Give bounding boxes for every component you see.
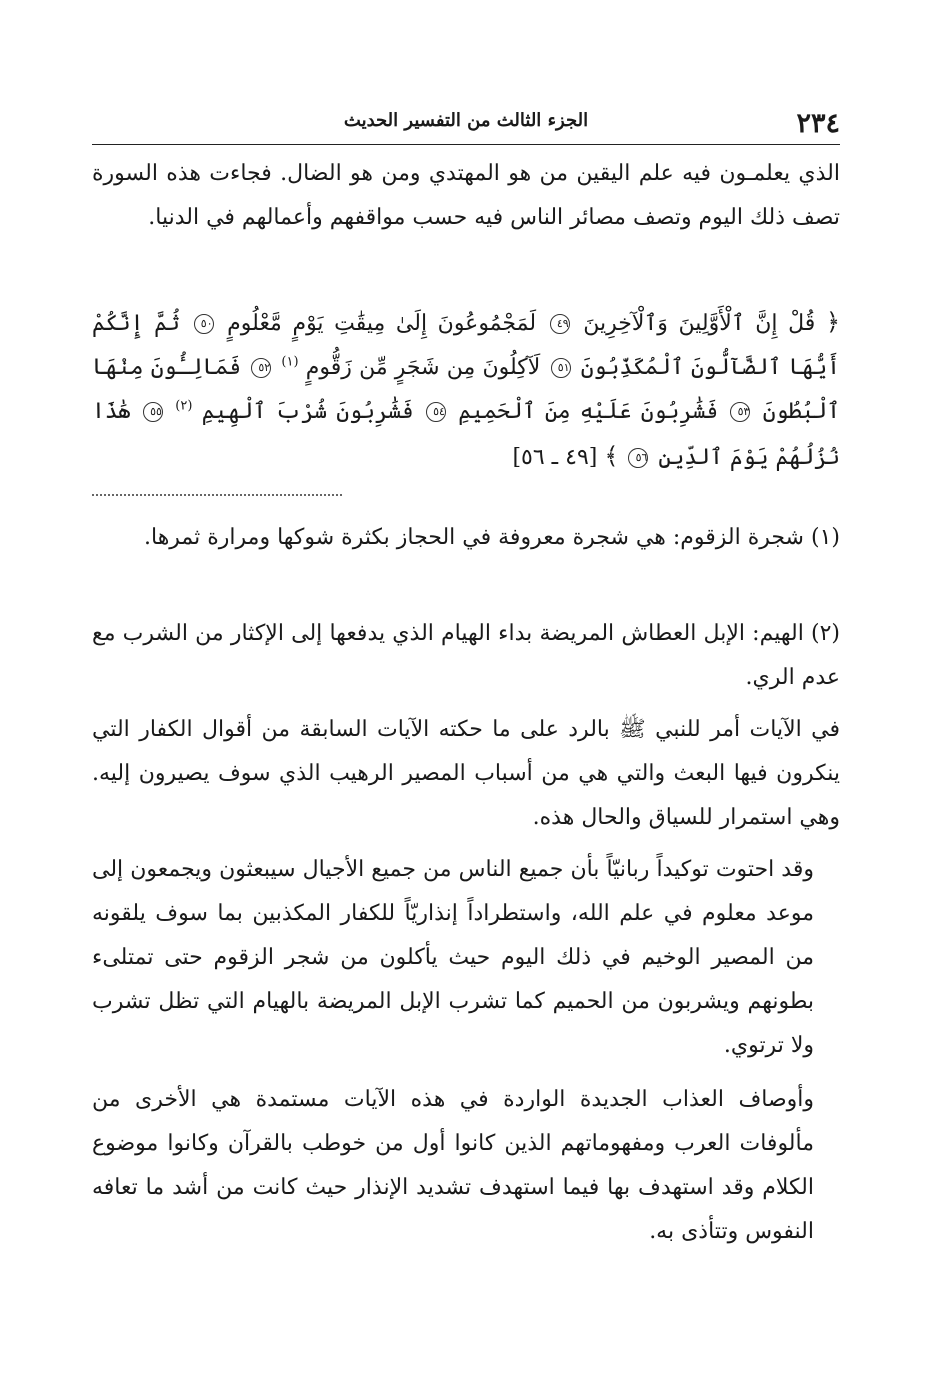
intro-paragraph: الذي يعلمـون فيه علم اليقين من هو المهتدي ومن هو الضال. فجاءت هذه السورة تصف ذلك اليوم وتصف مصائر الناس فيه حسب مواقفهم وأعمالهم في الدنيا. — [92, 161, 840, 230]
footnote: (٢) الهيم: الإبل العطاش المريضة بداء الهيام الذي يدفعها إلى الإكثار من الشرب مع عدم الري. — [92, 621, 840, 690]
quran-close-bracket: ﴾ — [604, 442, 619, 470]
body-paragraph: وقد احتوت توكيداً ربانيّاً بأن جميع الناس من جميع الأجيال سيبعثون ويجمعون إلى موعد معلوم في علم الله، واستطراداً إنذاريّاً للكفار المكذبين بما سوف يلقونه من المصير الوخيم في ذلك اليوم حيث يأكلون من شجر الزقوم حتى تمتلىء بطونهم ويشربون من الحميم كما تشرب الإبل المريضة بالهيام التي تظل تشرب ولا ترتوي. — [92, 857, 814, 1058]
footnote: (١) شجرة الزقوم: هي شجرة معروفة في الحجاز بكثرة شوكها ومرارة ثمرها. — [144, 525, 840, 550]
verse-text: هَٰذَا نُزُلُهُمْ يَوْمَ ٱلدِّينِ — [92, 399, 840, 470]
running-title: الجزء الثالث من التفسير الحديث — [343, 110, 589, 131]
verse-text: لَمَجْمُوعُونَ إِلَىٰ مِيقَٰتِ يَوْمٍ مَّعْلُومٍ — [227, 311, 537, 336]
verse-number-marker: ٥٣ — [730, 402, 750, 422]
verse-number-marker: ٥٠ — [194, 314, 214, 334]
verse-text: قُلْ إِنَّ ٱلْأَوَّلِينَ وَٱلْآخِرِينَ — [583, 311, 816, 336]
verse-number-marker: ٥٢ — [251, 358, 271, 378]
footnote-ref: (١) — [281, 354, 299, 370]
verse-text: ثُمَّ إِنَّكُمْ أَيُّهَا ٱلضَّآلُّونَ ٱلْمُكَذِّبُونَ — [92, 311, 841, 380]
verse-number-marker: ٥١ — [551, 358, 571, 378]
verse-number-marker: ٥٤ — [426, 402, 446, 422]
body-paragraph: وأوصاف العذاب الجديدة الواردة في هذه الآيات مستمدة هي الأخرى من مألوفات العرب ومفهوماتهم الذين كانوا أول من خوطب بالقرآن وكانوا موضوع الكلام وقد استهدف بها فيما استهدف تشديد الإنذار حيث كانت من أشد ما تعافه النفوس وتتأذى به. — [92, 1087, 814, 1244]
quran-open-bracket: ﴿ — [825, 308, 840, 336]
quran-verses — [92, 300, 840, 480]
verse-text: لَآكِلُونَ مِن شَجَرٍ مِّن زَقُّومٍ — [305, 355, 541, 380]
verse-text: فَشَٰرِبُونَ شُرْبَ ٱلْهِيمِ — [201, 399, 414, 424]
verse-number-marker: ٤٩ — [550, 314, 570, 334]
footnote-ref: (٢) — [175, 398, 193, 414]
verse-text: فَمَالِـُٔونَ مِنْهَا ٱلْبُطُونَ — [92, 355, 841, 424]
verse-reference: [٤٩ ـ ٥٦] — [512, 445, 598, 470]
body-paragraph: في الآيات أمر للنبي ﷺ بالرد على ما حكته الآيات السابقة من أقوال الكفار التي ينكرون فيها البعث والتي هي من أسباب المصير الرهيب الذي سوف يصيرون إليه. وهي استمرار للسياق والحال هذه. — [92, 717, 840, 830]
verse-number-marker: ٥٥ — [143, 402, 163, 422]
page-number: ٢٣٤ — [796, 108, 840, 139]
verse-text: فَشَٰرِبُونَ عَلَيْهِ مِنَ ٱلْحَمِيمِ — [458, 399, 719, 424]
page-header — [92, 104, 840, 145]
verse-number-marker: ٥٦ — [628, 448, 648, 468]
footnote-separator — [92, 484, 342, 496]
page — [92, 0, 840, 1378]
